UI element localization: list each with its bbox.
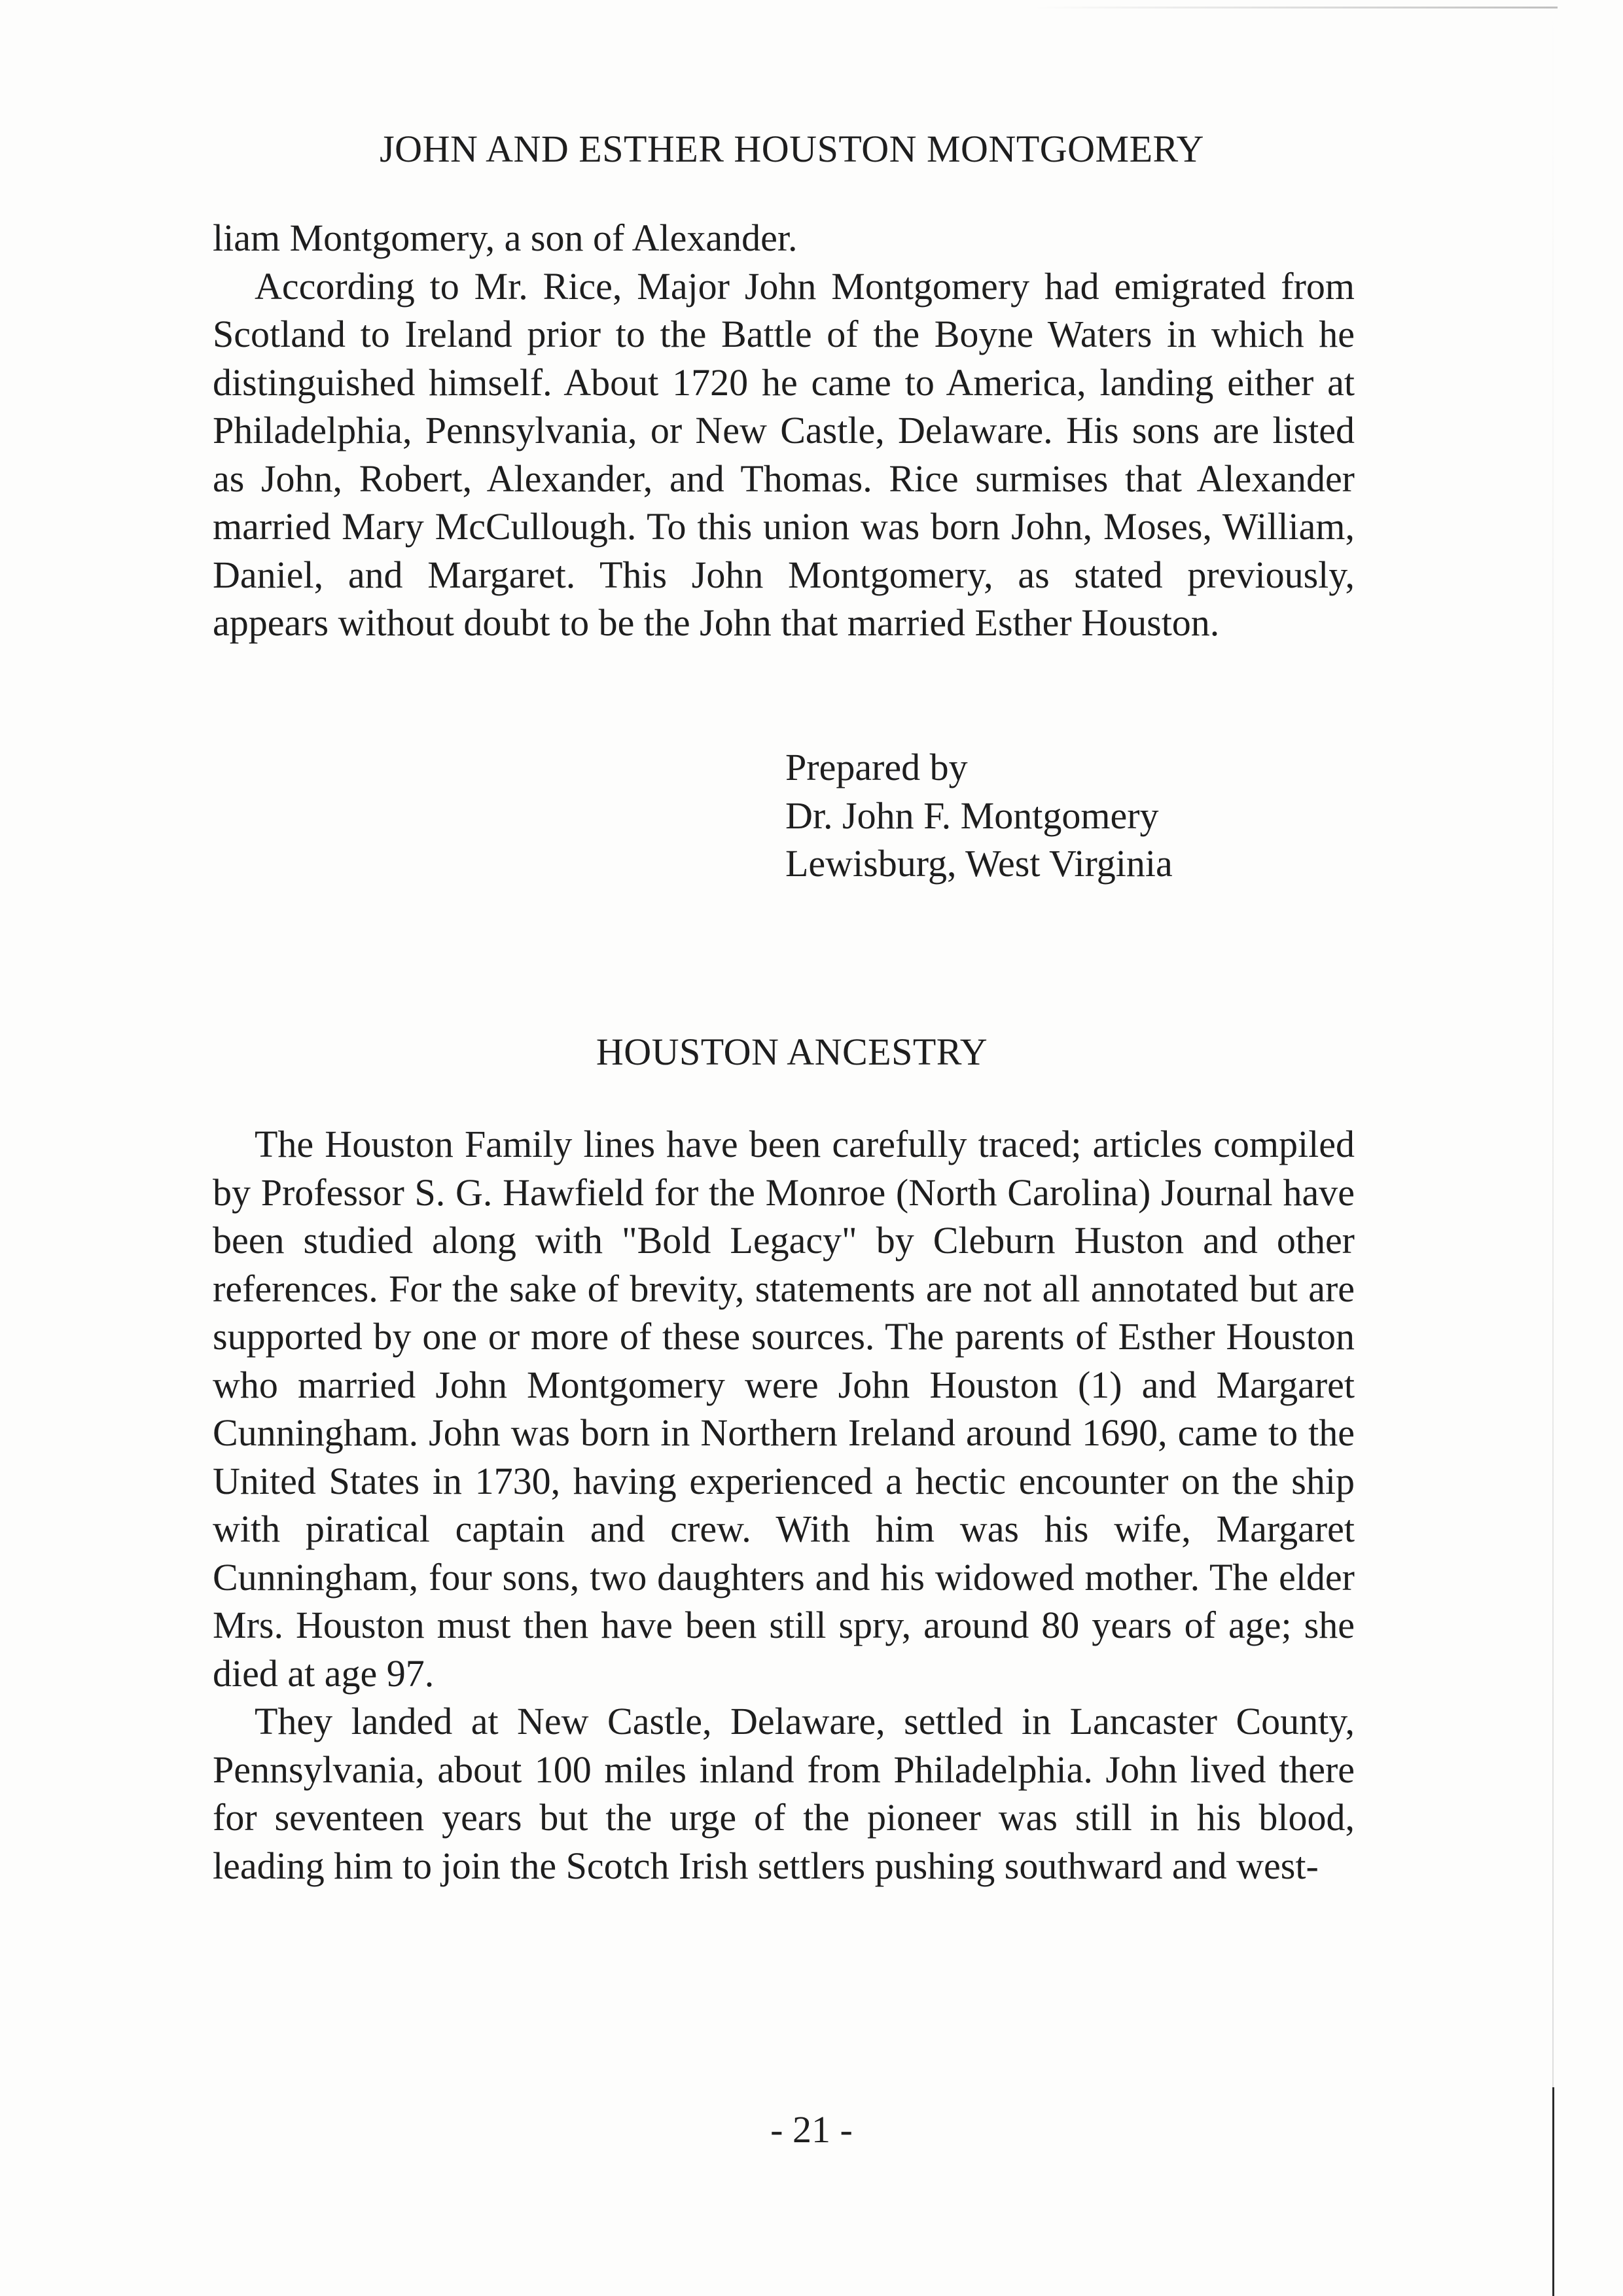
signature-author: Dr. John F. Montgomery xyxy=(785,794,1159,837)
section-heading: HOUSTON ANCESTRY xyxy=(596,1031,988,1073)
houston-paragraph-2: They landed at New Castle, Delaware, settled in Lancaster County, Pennsylvania, about 100 miles inland from Philadelphia. John lived there for seventeen years but the urge of the pioneer was still in his blood, leading him to join the Scotch Irish settlers pushing southward and west- xyxy=(213,1700,1355,1887)
scan-edge-top xyxy=(1034,7,1558,9)
section-two-text xyxy=(213,1120,1355,1890)
signature-prepared-by: Prepared by xyxy=(785,746,968,788)
continuation-line: liam Montgomery, a son of Alexander. xyxy=(213,217,798,259)
rice-paragraph: According to Mr. Rice, Major John Montgomery had emigrated from Scotland to Ireland prior to the Battle of the Boyne Waters in which he distinguished himself. About 1720 he came to America, landing either at Philadelphia, Pennsylvania, or New Castle, Delaware. His sons are listed as John, Robert, Alexander, and Thomas. Rice surmises that Alexander married Mary McCullough. To this union was born John, Moses, William, Daniel, and Margaret. This John Montgomery, as stated previously, appears without doubt to be the John that married Esther Houston. xyxy=(213,264,1355,644)
signature-block xyxy=(785,743,1173,888)
section-one-text xyxy=(213,214,1355,647)
houston-paragraph-1: The Houston Family lines have been carefully traced; articles compiled by Professor S. G. Hawfield for the Monroe (North Carolina) Journal have been studied along with "Bold Legacy" by Cleburn Huston and other references. For the sake of brevity, statements are not all annotated but are supported by one or more of these sources. The parents of Esther Houston who married John Montgomery were John Houston (1) and Margaret Cunningham. John was born in Northern Ireland around 1690, came to the United States in 1730, having experienced a hectic encounter on the ship with piratical captain and crew. With him was his wife, Margaret Cunningham, four sons, two daughters and his widowed mother. The elder Mrs. Houston must then have been still spry, around 80 years of age; she died at age 97. xyxy=(213,1123,1355,1695)
scan-edge-right-faint xyxy=(1552,0,1554,2087)
signature-location: Lewisburg, West Virginia xyxy=(785,842,1173,885)
running-head: JOHN AND ESTHER HOUSTON MONTGOMERY xyxy=(380,128,1204,170)
page-number: - 21 - xyxy=(770,2108,853,2151)
